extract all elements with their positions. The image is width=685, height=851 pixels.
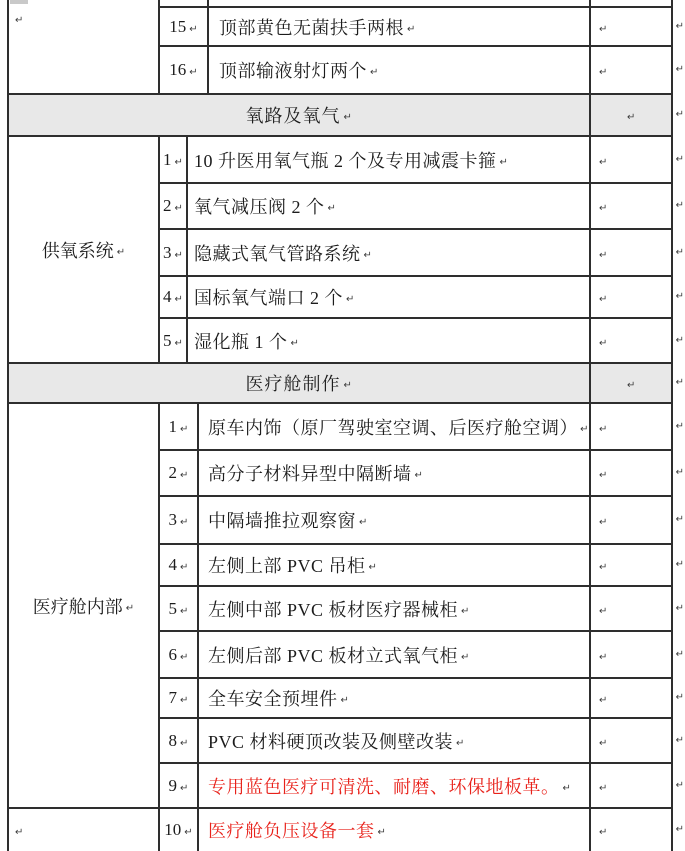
category-cell-cabin-interior <box>9 404 160 807</box>
paragraph-mark-icon: ↵ <box>377 827 387 838</box>
end-of-row-mark-icon: ↵ <box>675 420 684 432</box>
paragraph-mark-icon: ↵ <box>343 112 353 123</box>
row-description-text: 顶部输液射灯两个 <box>219 61 367 81</box>
row-number <box>160 809 199 851</box>
row-description-text: 原车内饰（原厂驾驶室空调、后医疗舱空调） <box>208 417 578 438</box>
row-number-text: 6 <box>168 644 178 664</box>
paragraph-mark-icon: ↵ <box>180 470 189 481</box>
paragraph-mark-icon: ↵ <box>599 562 608 573</box>
row-number <box>160 451 199 495</box>
table-row <box>160 451 684 497</box>
table-row <box>160 587 684 632</box>
remark-cell <box>591 95 671 135</box>
paragraph-mark-icon: ↵ <box>180 651 189 663</box>
row-number-text: 1 <box>168 416 178 436</box>
paragraph-mark-icon: ↵ <box>461 605 470 617</box>
paragraph-mark-icon: ↵ <box>599 249 608 261</box>
end-of-row-mark-icon: ↵ <box>675 648 684 660</box>
category-text: 供氧系统 <box>41 240 114 261</box>
paragraph-mark-icon: ↵ <box>627 112 636 123</box>
paragraph-mark-icon: ↵ <box>125 602 135 614</box>
end-of-row-mark-icon: ↵ <box>675 559 684 570</box>
table-block-oxygen-system <box>9 137 684 362</box>
paragraph-mark-icon: ↵ <box>343 380 353 391</box>
row-description-text: 左侧上部 PVC 吊柜 <box>208 556 366 576</box>
table-row <box>160 137 684 184</box>
paragraph-mark-icon: ↵ <box>180 695 189 706</box>
paragraph-mark-icon: ↵ <box>174 294 183 305</box>
paragraph-mark-icon: ↵ <box>327 203 337 214</box>
paragraph-mark-icon: ↵ <box>15 827 24 838</box>
table-row <box>160 497 684 545</box>
row-description-text: 国标氧气端口 2 个 <box>194 288 343 308</box>
row-number-text: 2 <box>168 463 178 482</box>
table-row <box>160 719 684 764</box>
end-of-row-mark-icon: ↵ <box>675 514 684 525</box>
paragraph-mark-icon: ↵ <box>599 203 608 214</box>
row-description <box>199 764 591 807</box>
row-number <box>160 679 199 717</box>
table-row <box>160 230 684 277</box>
remark-cell <box>591 545 671 585</box>
row-description <box>199 451 591 495</box>
row-number-text: 5 <box>168 598 178 618</box>
end-of-row-mark-icon: ↵ <box>675 200 684 211</box>
paragraph-mark-icon: ↵ <box>346 294 355 305</box>
end-of-row-mark-icon: ↵ <box>675 109 684 120</box>
row-number-text: 15 <box>169 16 187 36</box>
paragraph-mark-icon: ↵ <box>599 337 608 349</box>
paragraph-mark-icon: ↵ <box>174 203 183 214</box>
paragraph-mark-icon: ↵ <box>599 156 608 168</box>
row-number-text: 4 <box>168 555 178 574</box>
remark-cell <box>591 8 671 45</box>
table-row <box>160 809 684 851</box>
end-of-row-mark-icon: ↵ <box>675 824 684 835</box>
remark-cell <box>591 0 671 6</box>
category-text: 医疗舱内部 <box>32 596 123 617</box>
remark-cell <box>591 404 671 449</box>
end-of-row-mark-icon: ↵ <box>675 779 684 791</box>
remark-cell <box>591 451 671 495</box>
end-of-row-mark-icon: ↵ <box>675 377 684 388</box>
row-description <box>188 184 591 228</box>
row-number-text: 16 <box>169 60 187 79</box>
end-of-row-mark-icon: ↵ <box>675 734 684 746</box>
row-description <box>199 809 591 851</box>
paragraph-mark-icon: ↵ <box>180 737 189 749</box>
row-number-text: 3 <box>163 242 172 262</box>
paragraph-mark-icon: ↵ <box>174 156 183 168</box>
row-description <box>209 47 591 93</box>
paragraph-mark-icon: ↵ <box>599 651 608 663</box>
row-description-text: 顶部黄色无菌扶手两根 <box>219 17 404 38</box>
row-number <box>160 545 199 585</box>
remark-cell <box>591 230 671 275</box>
row-description-text: 全车安全预埋件 <box>208 689 338 709</box>
paragraph-mark-icon: ↵ <box>599 470 608 481</box>
row-number <box>160 47 209 93</box>
row-number-text: 3 <box>168 510 178 529</box>
row-number <box>160 587 199 630</box>
paragraph-mark-icon: ↵ <box>599 695 608 706</box>
row-number-text: 10 <box>164 820 182 839</box>
remark-cell <box>591 319 671 362</box>
table-row <box>160 8 684 47</box>
table-row <box>160 404 684 451</box>
row-description <box>209 8 591 45</box>
table-row <box>160 184 684 230</box>
paragraph-mark-icon: ↵ <box>562 782 572 794</box>
remark-cell <box>591 764 671 807</box>
description-cell <box>209 0 591 6</box>
row-description-text: 10 升医用氧气瓶 2 个及专用减震卡箍 <box>194 150 497 171</box>
paragraph-mark-icon: ↵ <box>407 23 416 35</box>
row-number <box>160 764 199 807</box>
table-row <box>160 764 684 807</box>
paragraph-mark-icon: ↵ <box>414 470 424 481</box>
row-description <box>188 277 591 317</box>
table-row <box>160 277 684 319</box>
row-number <box>160 137 188 182</box>
section-header-text: 医疗舱制作 <box>245 374 341 394</box>
paragraph-mark-icon: ↵ <box>461 651 470 663</box>
remark-cell <box>591 364 671 402</box>
paragraph-mark-icon: ↵ <box>580 423 589 435</box>
paragraph-mark-icon: ↵ <box>290 337 300 349</box>
table-row <box>160 47 684 93</box>
row-number <box>160 230 188 275</box>
row-number-text: 1 <box>163 149 172 169</box>
row-description <box>199 587 591 630</box>
equipment-table <box>7 0 684 851</box>
row-description-text: 氧气减压阀 2 个 <box>194 197 325 217</box>
remark-cell <box>591 809 671 851</box>
row-description <box>199 497 591 543</box>
row-description <box>188 230 591 275</box>
paragraph-mark-icon: ↵ <box>180 517 189 528</box>
row-number <box>160 184 188 228</box>
category-cell-oxygen-system <box>9 137 160 362</box>
end-of-row-mark-icon: ↵ <box>675 153 684 165</box>
row-number <box>160 497 199 543</box>
end-of-row-mark-icon: ↵ <box>675 246 684 258</box>
remark-cell <box>591 719 671 762</box>
paragraph-mark-icon: ↵ <box>189 23 198 35</box>
table-block-cabin-interior <box>9 404 684 807</box>
category-cell-empty-top <box>9 0 160 93</box>
section-header-row-oxygen <box>9 95 684 137</box>
table-row <box>160 319 684 362</box>
paragraph-mark-icon: ↵ <box>174 337 183 349</box>
row-number-text: 4 <box>163 287 172 306</box>
remark-cell <box>591 497 671 543</box>
remark-cell <box>591 277 671 317</box>
row-description-text: 中隔墙推拉观察窗 <box>208 511 356 531</box>
paragraph-mark-icon: ↵ <box>359 517 368 528</box>
row-description <box>199 632 591 677</box>
row-description-text: 左侧后部 PVC 板材立式氧气柜 <box>208 645 459 666</box>
end-of-row-mark-icon: ↵ <box>675 20 684 32</box>
partial-row-top <box>160 0 671 8</box>
section-header-title <box>9 95 591 135</box>
row-description <box>188 137 591 182</box>
section-header-title <box>9 364 591 402</box>
table-row <box>160 679 684 719</box>
row-number-text: 2 <box>163 196 172 215</box>
paragraph-mark-icon: ↵ <box>599 782 608 794</box>
remark-cell <box>591 184 671 228</box>
row-description <box>199 545 591 585</box>
paragraph-mark-icon: ↵ <box>180 562 189 573</box>
paragraph-mark-icon: ↵ <box>116 246 126 258</box>
row-description-text-red: 专用蓝色医疗可清洗、耐磨、环保地板革。 <box>208 776 560 797</box>
row-number <box>160 319 188 362</box>
row-description-text: 隐藏式氧气管路系统 <box>194 243 361 264</box>
table-row <box>160 545 684 587</box>
row-description <box>199 679 591 717</box>
remark-cell <box>591 47 671 93</box>
remark-cell <box>591 137 671 182</box>
paragraph-mark-icon: ↵ <box>180 782 189 794</box>
paragraph-mark-icon: ↵ <box>189 67 198 78</box>
end-of-row-mark-icon: ↵ <box>675 291 684 302</box>
paragraph-mark-icon: ↵ <box>599 737 608 749</box>
remark-cell <box>591 632 671 677</box>
end-of-row-mark-icon: ↵ <box>675 692 684 703</box>
row-number <box>160 277 188 317</box>
row-description-text: 高分子材料异型中隔断墙 <box>208 464 412 484</box>
paragraph-mark-icon: ↵ <box>340 695 350 706</box>
number-cell <box>160 0 209 6</box>
row-number-text: 5 <box>163 330 172 350</box>
end-of-row-mark-icon: ↵ <box>675 64 684 75</box>
section-header-text: 氧路及氧气 <box>245 106 341 126</box>
paragraph-mark-icon: ↵ <box>174 249 183 261</box>
paragraph-mark-icon: ↵ <box>499 156 509 168</box>
row-number-text: 8 <box>168 730 178 750</box>
paragraph-mark-icon: ↵ <box>184 827 193 838</box>
row-description-text: 湿化瓶 1 个 <box>194 331 288 352</box>
row-description <box>188 319 591 362</box>
paragraph-mark-icon: ↵ <box>599 827 608 838</box>
row-number-text: 7 <box>168 688 178 707</box>
paragraph-mark-icon: ↵ <box>15 15 24 26</box>
paragraph-mark-icon: ↵ <box>370 67 379 78</box>
row-description-text: 左侧中部 PVC 板材医疗器械柜 <box>208 599 459 620</box>
row-description-text-red: 医疗舱负压设备一套 <box>208 821 375 841</box>
paragraph-mark-icon: ↵ <box>599 294 608 305</box>
paragraph-mark-icon: ↵ <box>627 380 636 391</box>
row-description-text: PVC 材料硬顶改装及侧壁改装 <box>208 731 454 752</box>
paragraph-mark-icon: ↵ <box>599 423 608 435</box>
paragraph-mark-icon: ↵ <box>363 249 373 261</box>
paragraph-mark-icon: ↵ <box>599 605 608 617</box>
row-number <box>160 404 199 449</box>
remark-cell <box>591 679 671 717</box>
row-number-text: 9 <box>168 775 178 795</box>
paragraph-mark-icon: ↵ <box>599 23 608 35</box>
paragraph-mark-icon: ↵ <box>599 517 608 528</box>
table-block-tail <box>9 809 684 851</box>
end-of-row-mark-icon: ↵ <box>675 602 684 614</box>
end-of-row-mark-icon: ↵ <box>675 334 684 346</box>
paragraph-mark-icon: ↵ <box>180 423 189 435</box>
table-block-top <box>9 0 684 93</box>
category-cell-empty-tail <box>9 809 160 851</box>
paragraph-mark-icon: ↵ <box>456 737 465 749</box>
remark-cell <box>591 587 671 630</box>
row-description <box>199 719 591 762</box>
row-number <box>160 719 199 762</box>
section-header-row-cabin <box>9 364 684 404</box>
table-row <box>160 632 684 679</box>
end-of-row-mark-icon: ↵ <box>675 467 684 478</box>
row-description <box>199 404 591 449</box>
row-number <box>160 632 199 677</box>
paragraph-mark-icon: ↵ <box>180 605 189 617</box>
paragraph-mark-icon: ↵ <box>599 67 608 78</box>
paragraph-mark-icon: ↵ <box>368 562 378 573</box>
row-number <box>160 8 209 45</box>
